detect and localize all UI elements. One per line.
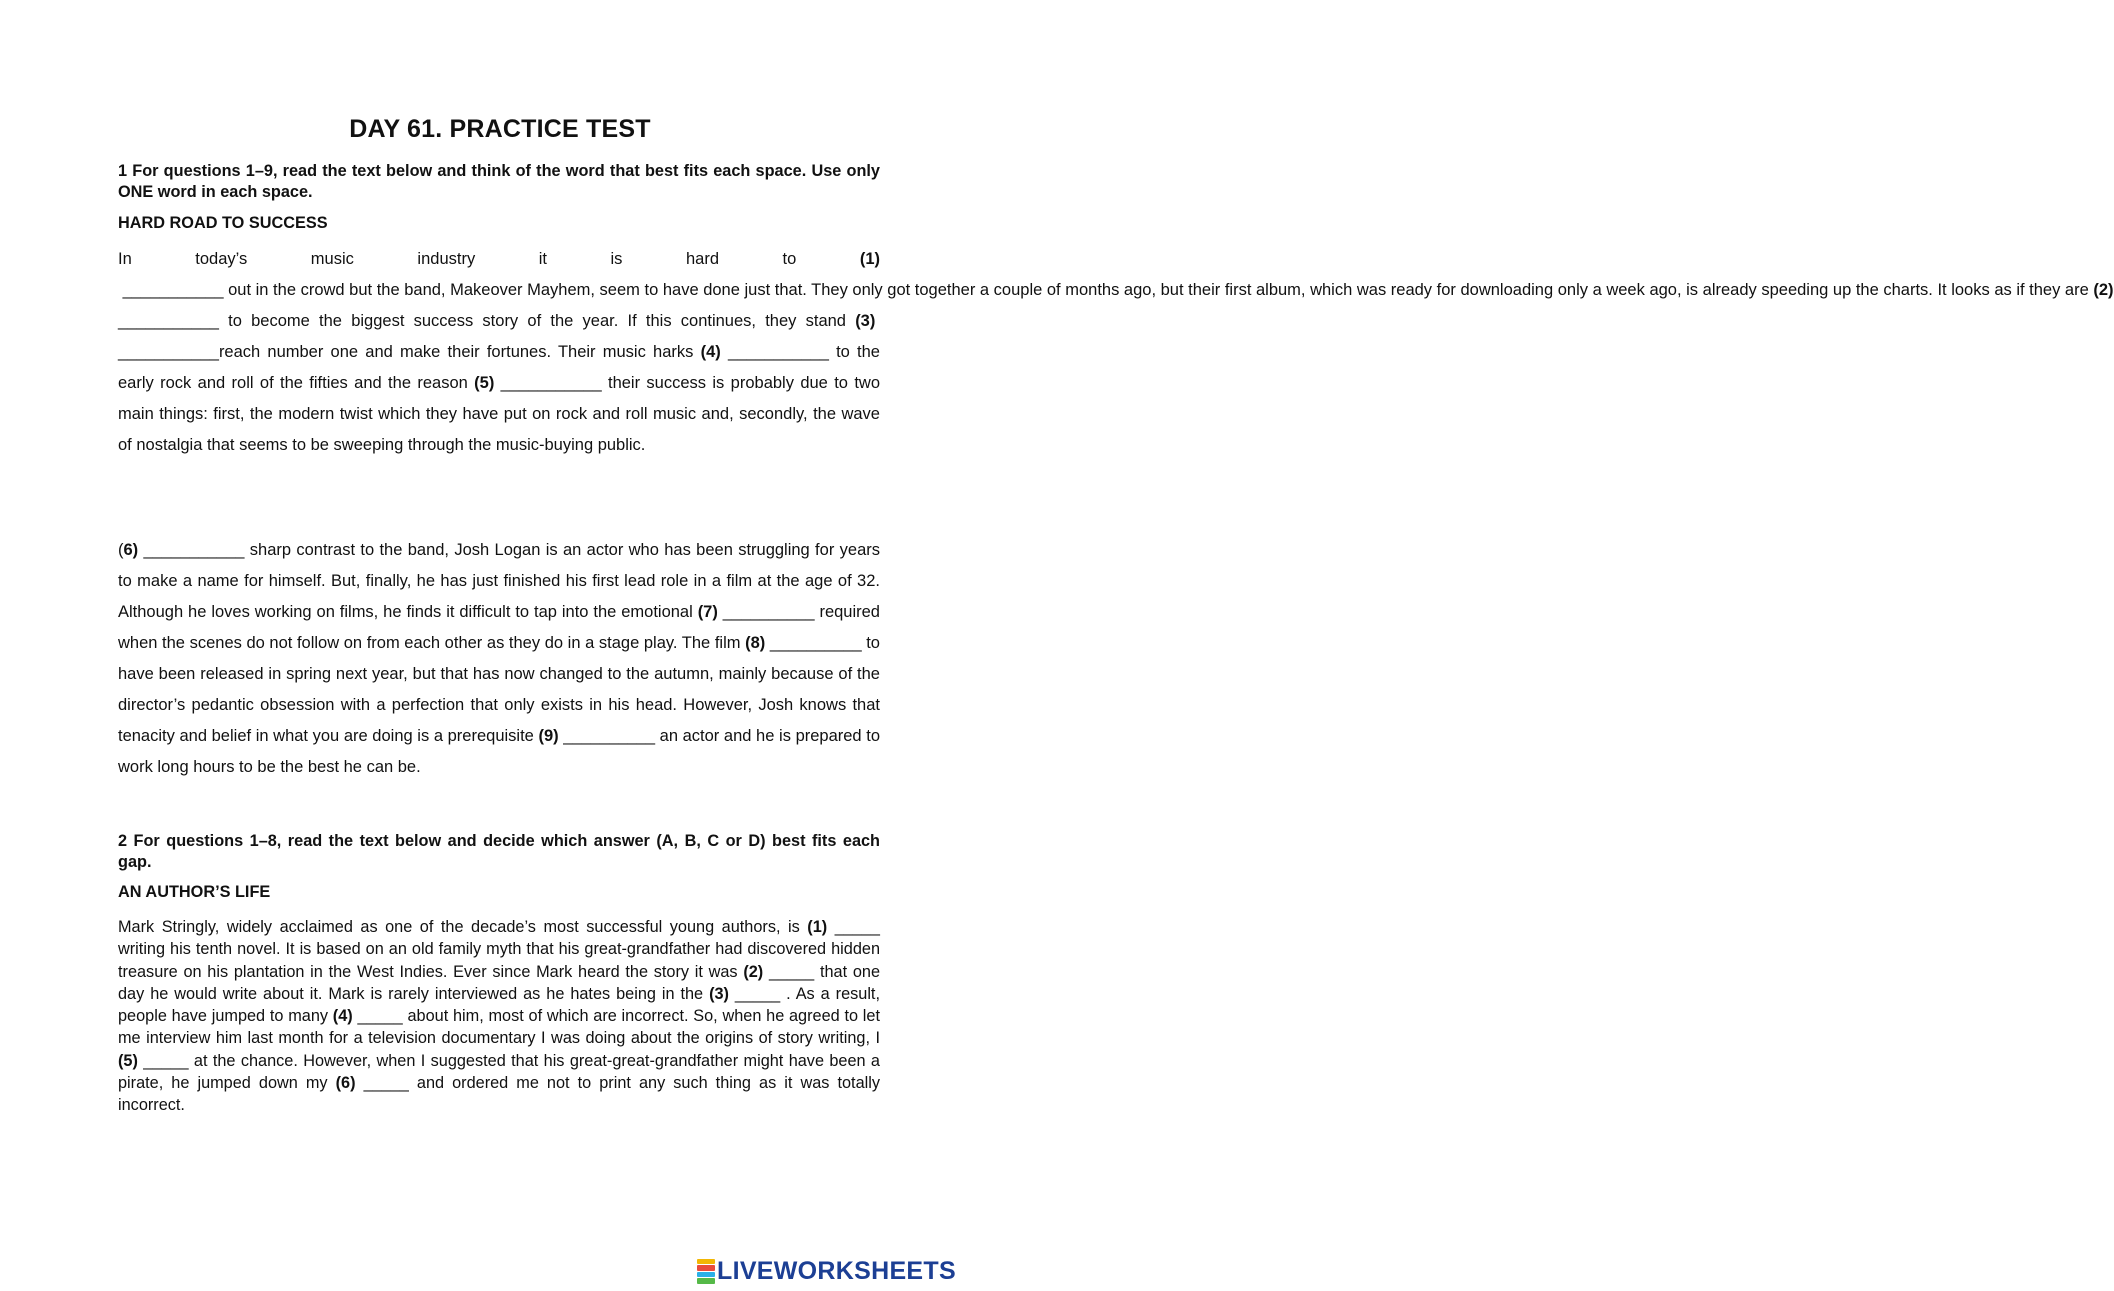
liveworksheets-logo-icon (697, 1258, 715, 1284)
gap-4[interactable]: ___________ to the early rock and roll of the fifties and the reason (118, 343, 880, 392)
s2-question-number-5: (5) (118, 1051, 138, 1070)
question-number-4: (4) (700, 343, 721, 361)
section2-paragraph: Mark Stringly, widely acclaimed as one of the decade’s most successful young authors, is (1) _____ writing his tenth novel. It is based on an old family myth that his great-grandfather had discovered hidden treasure on his plantation in the West Indies. Ever since Mark heard the story it was (2) _____ that one day he would write about it. Mark is rarely interviewed as he hates being in the (3) _____ . As a result, people have jumped to many (4) _____ about him, most of which are incorrect. So, when he agreed to let me interview him last month for a television documentary I was doing about the origins of story writing, I (5) _____ at the chance. However, when I suggested that his great-great-grandfather might have been a pirate, he jumped down my (6) _____ and ordered me not to print any such thing as it was totally incorrect. (118, 918, 881, 1115)
logo-block (697, 1272, 715, 1278)
question-number-6: 6) (123, 541, 139, 559)
question-number-1: (1) (859, 250, 880, 268)
gap-6[interactable]: ___________ sharp contrast to the band, Josh Logan is an actor who has been struggling for years to make a name for himself. But, finally, he has just finished his first lead role in a film at the age of 32. Although he loves working on films, he finds it difficult to tap into the emotional (118, 541, 880, 621)
s2-gap-6[interactable]: _____ and ordered me not to print any such thing as it was totally incorrect. (118, 1074, 880, 1115)
section1-paragraph-2: (6) ___________ sharp contrast to the band, Josh Logan is an actor who has been struggling for years to make a name for himself. But, finally, he has just finished his first lead role in a film at the age of 32. Although he loves working on films, he finds it difficult to tap into the emotional (7) __________ required when the scenes do not follow on from each other as they do in a stage play. The film (8) __________ to have been released in spring next year, but that has now changed to the autumn, mainly because of the director’s pedantic obsession with a perfection that only exists in his head. However, Josh knows that tenacity and belief in what you are doing is a prerequisite (9) __________ an actor and he is prepared to work long hours to be the best he can be. (118, 541, 880, 776)
liveworksheets-logo-text: LIVEWORKSHEETS (717, 1256, 956, 1285)
gap-7[interactable]: __________ required when the scenes do not follow on from each other as they do in a stage play. The film (118, 603, 880, 652)
s2-gap-1[interactable]: _____ writing his tenth novel. It is based on an old family myth that his great-grandfather had discovered hidden treasure on his plantation in the West Indies. Ever since Mark heard the story it was (118, 918, 880, 981)
section1-heading: HARD ROAD TO SUCCESS (118, 214, 328, 232)
section1-instruction: 1 For questions 1–9, read the text below and think of the word that best fits each space. Use only ONE word in each space. (118, 162, 880, 201)
logo-block (697, 1278, 715, 1284)
s2-gap-2[interactable]: _____ that one day he would write about it. Mark is rarely interviewed as he hates being in the (118, 962, 881, 1003)
section2-instruction: 2 For questions 1–8, read the text below and decide which answer (A, B, C or D) best fits each gap. (118, 832, 880, 871)
s2-question-number-3: (3) (709, 984, 729, 1003)
s2-gap-3[interactable]: _____ . As a result, people have jumped to many (118, 984, 880, 1026)
question-number-3: (3) (855, 312, 876, 330)
gap-2[interactable]: ___________ to become the biggest success story of the year. If this continues, they stand (118, 312, 856, 330)
question-number-8: (8) (745, 634, 766, 652)
question-number-9: (9) (538, 727, 559, 745)
gap-8[interactable]: __________ to have been released in spring next year, but that has now changed to the autumn, mainly because of the director’s pedantic obsession with a perfection that only exists in his head. However, Josh knows that tenacity and belief in what you are doing is a prerequisite (118, 634, 880, 745)
section1-paragraph-1: In today’s music industry it is hard to (1) ___________ out in the crowd but the band, Makeover Mayhem, seem to have done just that. They only got together a couple of months ago, but their first album, which was ready for downloading only a week ago, is already speeding up the charts. It looks as if they are (2) ___________ to become the biggest success story of the year. If this continues, they stand (3) ___________reach number one and make their fortunes. Their music harks (4) ___________ to the early rock and roll of the fifties and the reason (5) ___________ their success is probably due to two main things: first, the modern twist which they have put on rock and roll music and, secondly, the wave of nostalgia that seems to be sweeping through the music-buying public. (118, 250, 2114, 454)
page-title: DAY 61. PRACTICE TEST (349, 115, 651, 143)
gap-3[interactable]: ___________reach number one and make their fortunes. Their music harks (118, 343, 701, 361)
s2-question-number-6: (6) (335, 1074, 356, 1093)
gap-9[interactable]: __________ an actor and he is prepared to work long hours to be the best he can be. (118, 727, 880, 776)
gap-1[interactable]: ___________ out in the crowd but the band, Makeover Mayhem, seem to have done just that. They only got together a couple of months ago, but their first album, which was ready for downloading only a week ago, is already speeding up the charts. It looks as if they are (118, 281, 2094, 299)
logo-block (697, 1265, 715, 1271)
liveworksheets-logo[interactable] (697, 1257, 956, 1285)
s2-question-number-2: (2) (743, 962, 764, 981)
question-number-2: (2) (2093, 281, 2114, 299)
gap-5[interactable]: ___________ their success is probably due to two main things: first, the modern twist which they have put on rock and roll music and, secondly, the wave of nostalgia that seems to be sweeping through the music-buying public. (118, 374, 880, 454)
logo-block (697, 1259, 715, 1265)
s2-gap-4[interactable]: _____ about him, most of which are incorrect. So, when he agreed to let me interview him last month for a television documentary I was doing about the origins of story writing, I (118, 1007, 880, 1048)
s2-question-number-1: (1) (807, 918, 828, 936)
section2-heading: AN AUTHOR’S LIFE (118, 883, 271, 901)
question-number-7: (7) (697, 603, 718, 621)
s2-gap-5[interactable]: _____ at the chance. However, when I suggested that his great-great-grandfather might have been a pirate, he jumped down my (118, 1051, 880, 1093)
s2-question-number-4: (4) (332, 1007, 353, 1026)
question-number-5: (5) (474, 374, 495, 392)
